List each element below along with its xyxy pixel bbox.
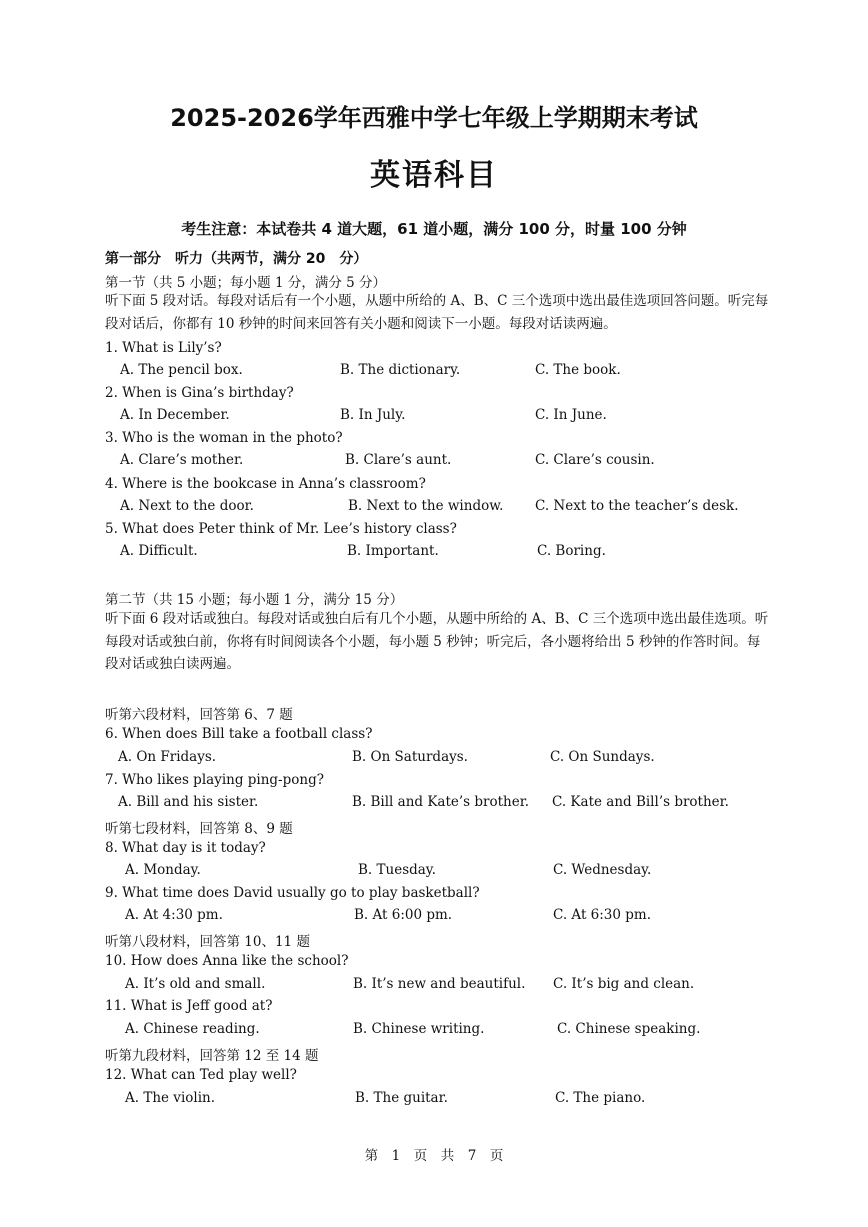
material-label: 听第六段材料，回答第 6、7 题	[105, 707, 293, 723]
option-b: B. The guitar.	[355, 1090, 448, 1106]
option-c: C. The book.	[535, 362, 621, 378]
option-c: C. Boring.	[537, 543, 606, 559]
section1-heading: 第一节（共 5 小题；每小题 1 分，满分 5 分）	[105, 275, 387, 291]
option-b: B. Chinese writing.	[353, 1021, 485, 1037]
question-stem: 4. Where is the bookcase in Anna’s classroom?	[105, 476, 426, 492]
option-a: A. At 4:30 pm.	[125, 907, 223, 923]
question-stem: 2. When is Gina’s birthday?	[105, 385, 294, 401]
material-label: 听第八段材料，回答第 10、11 题	[105, 934, 310, 950]
option-b: B. It’s new and beautiful.	[353, 976, 526, 992]
part1-heading: 第一部分 听力（共两节，满分 20 分）	[105, 251, 368, 267]
option-a: A. Difficult.	[120, 543, 198, 559]
question-stem: 3. Who is the woman in the photo?	[105, 430, 343, 446]
option-b: B. Tuesday.	[358, 862, 436, 878]
option-b: B. On Saturdays.	[352, 749, 468, 765]
material-label: 听第七段材料，回答第 8、9 题	[105, 821, 293, 837]
option-c: C. Wednesday.	[553, 862, 652, 878]
option-b: B. Bill and Kate’s brother.	[352, 794, 529, 810]
question-stem: 5. What does Peter think of Mr. Lee’s history class?	[105, 521, 457, 537]
option-c: C. In June.	[535, 407, 607, 423]
section1-instructions: 听下面 5 段对话。每段对话后有一个小题，从题中所给的 A、B、C 三个选项中选出最佳选项回答问题。听完每段对话后，你都有 10 秒钟的时间来回答有关小题和阅读下一小题。每段对话读两遍。	[105, 293, 769, 332]
option-b: B. Important.	[347, 543, 439, 559]
exam-notice: 考生注意：本试卷共 4 道大题，61 道小题，满分 100 分，时量 100 分钟	[181, 220, 687, 238]
option-a: A. The violin.	[125, 1090, 216, 1106]
option-a: A. In December.	[120, 407, 230, 423]
question-stem: 7. Who likes playing ping-pong?	[105, 772, 324, 788]
page-number: 第 1 页 共 7 页	[364, 1148, 504, 1164]
option-b: B. In July.	[340, 407, 406, 423]
question-stem: 11. What is Jeff good at?	[105, 998, 273, 1014]
option-c: C. Chinese speaking.	[557, 1021, 701, 1037]
option-a: A. Chinese reading.	[125, 1021, 260, 1037]
question-stem: 8. What day is it today?	[105, 840, 266, 856]
option-a: A. Bill and his sister.	[118, 794, 259, 810]
option-a: A. It’s old and small.	[125, 976, 266, 992]
question-stem: 10. How does Anna like the school?	[105, 953, 349, 969]
option-c: C. Clare’s cousin.	[535, 452, 655, 468]
option-b: B. At 6:00 pm.	[354, 907, 453, 923]
section2-heading: 第二节（共 15 小题；每小题 1 分，满分 15 分）	[105, 592, 404, 608]
option-b: B. The dictionary.	[340, 362, 461, 378]
option-c: C. At 6:30 pm.	[553, 907, 652, 923]
question-stem: 1. What is Lily’s?	[105, 340, 222, 356]
section2-instructions: 听下面 6 段对话或独白。每段对话或独白后有几个小题，从题中所给的 A、B、C 三个选项中选出最佳选项。听每段对话或独白前，你将有时间阅读各个小题，每小题 5 秒钟；听完后，各小题将给出 5 秒钟的作答时间。每段对话或独白读两遍。	[105, 611, 769, 672]
exam-title: 2025-2026学年西雅中学七年级上学期期末考试	[170, 104, 698, 132]
option-c: C. Kate and Bill’s brother.	[552, 794, 729, 810]
question-stem: 6. When does Bill take a football class?	[105, 726, 373, 742]
option-c: C. On Sundays.	[550, 749, 655, 765]
subject-title: 英语科目	[370, 158, 498, 193]
option-a: A. Monday.	[125, 862, 201, 878]
option-b: B. Next to the window.	[348, 498, 504, 514]
option-c: C. It’s big and clean.	[553, 976, 695, 992]
option-c: C. Next to the teacher’s desk.	[535, 498, 739, 514]
option-a: A. On Fridays.	[118, 749, 217, 765]
option-c: C. The piano.	[555, 1090, 646, 1106]
question-stem: 9. What time does David usually go to play basketball?	[105, 885, 480, 901]
option-a: A. Clare’s mother.	[120, 452, 244, 468]
option-b: B. Clare’s aunt.	[345, 452, 452, 468]
material-label: 听第九段材料，回答第 12 至 14 题	[105, 1048, 319, 1064]
option-a: A. Next to the door.	[120, 498, 254, 514]
question-stem: 12. What can Ted play well?	[105, 1067, 297, 1083]
option-a: A. The pencil box.	[120, 362, 243, 378]
